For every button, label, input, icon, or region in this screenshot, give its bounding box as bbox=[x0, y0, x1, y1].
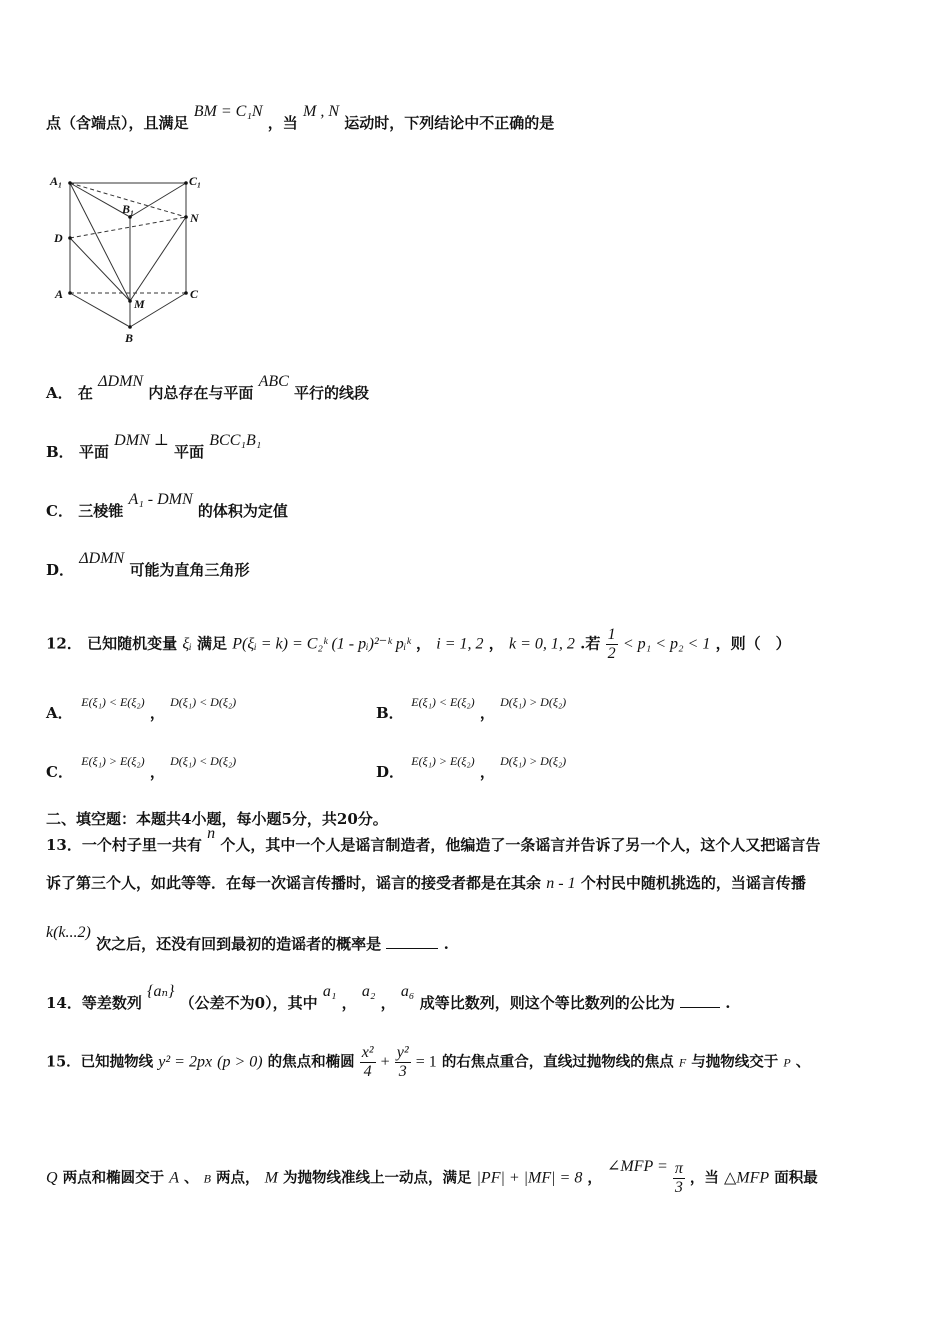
q14-a2: a₂ bbox=[361, 983, 376, 1000]
option-label: C． bbox=[46, 502, 73, 520]
option-pre: 平面 bbox=[78, 443, 109, 461]
q11-option-d bbox=[46, 550, 250, 580]
q15-pi-over-3: $\frac{\pi}{3}$ bbox=[674, 1160, 683, 1196]
point-C1 bbox=[184, 181, 188, 185]
q13-k: k(k...2) bbox=[46, 924, 91, 941]
q15-triangle: △MFP bbox=[723, 1169, 770, 1187]
q15-line-1 bbox=[46, 1044, 810, 1081]
q11-option-b bbox=[46, 432, 262, 462]
q15-text-e: 、 bbox=[795, 1053, 811, 1071]
option-label: D． bbox=[46, 561, 75, 579]
q14-text-b: （公差不为0），其中 bbox=[179, 994, 318, 1012]
label-D: D bbox=[54, 231, 63, 245]
point-C bbox=[184, 291, 188, 295]
q11-intro bbox=[46, 103, 555, 133]
option-label: B． bbox=[376, 704, 404, 722]
q11-condition: BM = C₁N bbox=[193, 103, 263, 120]
q12-number: 12． bbox=[46, 634, 82, 653]
option-math-1: A₁ - DMN bbox=[128, 491, 193, 508]
q13-end: . bbox=[443, 935, 449, 953]
option-label: B． bbox=[46, 443, 74, 461]
label-N: N bbox=[190, 211, 199, 225]
option-sep: ， bbox=[479, 704, 495, 722]
section-heading: 二、填空题：本题共4小题，每小题5分，共20分。 bbox=[46, 810, 388, 828]
q15-text-d: 与抛物线交于 bbox=[691, 1053, 779, 1071]
q15-ellipse-y-term: $\frac{\text{y²}}{3}$ bbox=[396, 1044, 409, 1080]
q13-line-2 bbox=[46, 872, 806, 893]
q15-sum: |PF| + |MF| = 8 bbox=[476, 1169, 583, 1187]
q14-text-a: 14．等差数列 bbox=[46, 994, 142, 1012]
q15-B: B bbox=[203, 1171, 211, 1186]
option-math-2: BCC₁B₁ bbox=[209, 432, 262, 449]
option-pre: 在 bbox=[77, 384, 93, 402]
q15-text-l2d: 为抛物线准线上一动点，满足 bbox=[282, 1169, 472, 1187]
q12-i-range: i = 1, 2 bbox=[436, 635, 484, 653]
option-e: E(ξ₁) > E(ξ₂) bbox=[411, 754, 475, 768]
q15-A: A bbox=[169, 1169, 179, 1187]
option-sep: ， bbox=[149, 763, 165, 781]
option-math-1: ΔDMN bbox=[98, 373, 144, 390]
q15-Q: Q bbox=[46, 1169, 58, 1187]
option-mid: 平面 bbox=[174, 443, 205, 461]
option-post: 平行的线段 bbox=[294, 384, 370, 402]
option-label: A． bbox=[46, 704, 73, 722]
q11-option-c bbox=[46, 491, 288, 521]
q13-n: n bbox=[207, 825, 216, 842]
label-M: M bbox=[134, 297, 145, 311]
q12-text-1: 已知随机变量 bbox=[87, 634, 178, 653]
q15-text-l2f: ，当 bbox=[689, 1169, 719, 1187]
q15-text-l2g: 面积最 bbox=[774, 1169, 818, 1187]
q15-line-2 bbox=[46, 1157, 818, 1197]
answer-blank bbox=[386, 947, 438, 949]
q13-n-minus-1: n - 1 bbox=[546, 875, 576, 892]
label-B1: B₁ bbox=[122, 202, 135, 216]
option-d: D(ξ₁) < D(ξ₂) bbox=[170, 695, 237, 709]
q13-text-3: 次之后，还没有回到最初的造谣者的概率是 bbox=[96, 935, 382, 953]
point-D bbox=[68, 236, 72, 240]
prism-figure bbox=[40, 165, 230, 350]
option-label: A． bbox=[46, 384, 73, 402]
q14-a6: a₆ bbox=[400, 983, 415, 1000]
q12-inequality: < p₁ < p₂ < 1 bbox=[622, 635, 711, 653]
option-label: C． bbox=[46, 763, 73, 781]
option-d: D(ξ₁) > D(ξ₂) bbox=[500, 754, 567, 768]
q13-text-2a: 诉了第三个人，如此等等．在每一次谣言传播时，谣言的接受者都是在其余 bbox=[46, 874, 542, 892]
option-mid: 可能为直角三角形 bbox=[129, 561, 250, 579]
option-label: D． bbox=[376, 763, 405, 781]
q12-text-3: .若 bbox=[580, 634, 601, 653]
option-e: E(ξ₁) < E(ξ₂) bbox=[411, 695, 475, 709]
q15-text-l2b: 、 bbox=[184, 1169, 199, 1187]
option-sep: ， bbox=[149, 704, 165, 722]
q15-parabola: y² = 2px bbox=[158, 1053, 213, 1071]
q15-angle: ∠MFP = bbox=[606, 1157, 668, 1175]
option-math-2: ABC bbox=[258, 373, 289, 390]
point-A1 bbox=[68, 181, 72, 185]
q11-option-a bbox=[46, 373, 370, 403]
q14-a1: a₁ bbox=[322, 983, 337, 1000]
option-e: E(ξ₁) > E(ξ₂) bbox=[81, 754, 145, 768]
q15-text-l2a: 两点和椭圆交于 bbox=[62, 1169, 165, 1187]
option-math-1: ΔDMN bbox=[79, 550, 125, 567]
q14-line bbox=[46, 983, 731, 1013]
q15-text-a: 15．已知抛物线 bbox=[46, 1053, 154, 1071]
option-mid: 的体积为定值 bbox=[197, 502, 288, 520]
q12-sep-1: ， bbox=[416, 634, 432, 653]
q12-fraction-half: $\frac{1}{2}$ bbox=[607, 626, 616, 662]
q12-stem bbox=[46, 626, 791, 663]
q13-line-3 bbox=[46, 924, 449, 954]
label-A: A bbox=[55, 287, 64, 301]
q11-intro-post: 运动时，下列结论中不正确的是 bbox=[344, 114, 555, 132]
q15-text-l2e: ， bbox=[587, 1169, 602, 1187]
q12-formula: P(ξᵢ = k) = C₂ᵏ (1 - pᵢ)²⁻ᵏ pᵢᵏ bbox=[232, 635, 411, 653]
q15-text-c: 的右焦点重合，直线过抛物线的焦点 bbox=[441, 1053, 674, 1071]
option-mid: 内总存在与平面 bbox=[148, 384, 254, 402]
q15-text-b: 的焦点和椭圆 bbox=[267, 1053, 355, 1071]
point-N bbox=[184, 215, 188, 219]
q15-parabola-cond: (p > 0) bbox=[217, 1053, 263, 1071]
point-M bbox=[128, 299, 132, 303]
q14-comma-1: ， bbox=[341, 994, 357, 1012]
q15-plus: + bbox=[380, 1053, 390, 1071]
option-pre: 三棱锥 bbox=[78, 502, 124, 520]
q13-line-1 bbox=[46, 825, 821, 855]
q15-P: P bbox=[783, 1055, 791, 1070]
q13-text-1a: 13．一个村子里一共有 bbox=[46, 836, 202, 854]
option-sep: ， bbox=[479, 763, 495, 781]
q14-sequence: {aₙ} bbox=[147, 983, 175, 1000]
q15-M: M bbox=[264, 1169, 278, 1187]
option-d: D(ξ₁) > D(ξ₂) bbox=[500, 695, 567, 709]
point-A bbox=[68, 291, 72, 295]
q14-end: . bbox=[725, 994, 731, 1012]
answer-blank bbox=[680, 1006, 720, 1008]
q14-comma-2: ， bbox=[380, 994, 396, 1012]
q15-F: F bbox=[678, 1055, 687, 1070]
label-C1: C₁ bbox=[189, 174, 202, 188]
q15-ellipse-x-term: $\frac{\text{x²}}{4}$ bbox=[361, 1044, 374, 1080]
option-e: E(ξ₁) < E(ξ₂) bbox=[81, 695, 145, 709]
q15-text-l2c: 两点， bbox=[216, 1169, 260, 1187]
q12-text-4: ，则（ ） bbox=[715, 634, 791, 653]
q13-text-1b: 个人，其中一个人是谣言制造者，他编造了一条谣言并告诉了另一个人，这个人又把谣言告 bbox=[220, 836, 821, 854]
q13-text-2b: 个村民中随机挑选的，当谣言传播 bbox=[580, 874, 806, 892]
q12-xi: ξᵢ bbox=[182, 635, 192, 653]
point-B bbox=[128, 325, 132, 329]
label-B: B bbox=[125, 331, 134, 345]
q11-intro-pre: 点（含端点），且满足 bbox=[46, 114, 189, 132]
q12-text-2: 满足 bbox=[196, 634, 227, 653]
label-A1: A₁ bbox=[50, 174, 63, 188]
label-C: C bbox=[190, 287, 199, 301]
q14-text-c: 成等比数列，则这个等比数列的公比为 bbox=[419, 994, 675, 1012]
option-d: D(ξ₁) < D(ξ₂) bbox=[170, 754, 237, 768]
option-math-1: DMN ⊥ bbox=[114, 432, 169, 449]
q11-intro-mid: ，当 bbox=[267, 114, 298, 132]
q15-equals-one: = 1 bbox=[415, 1053, 437, 1071]
q11-vars: M , N bbox=[303, 103, 340, 120]
q12-sep-2: ， bbox=[488, 634, 504, 653]
q12-k-range: k = 0, 1, 2 bbox=[508, 635, 575, 653]
